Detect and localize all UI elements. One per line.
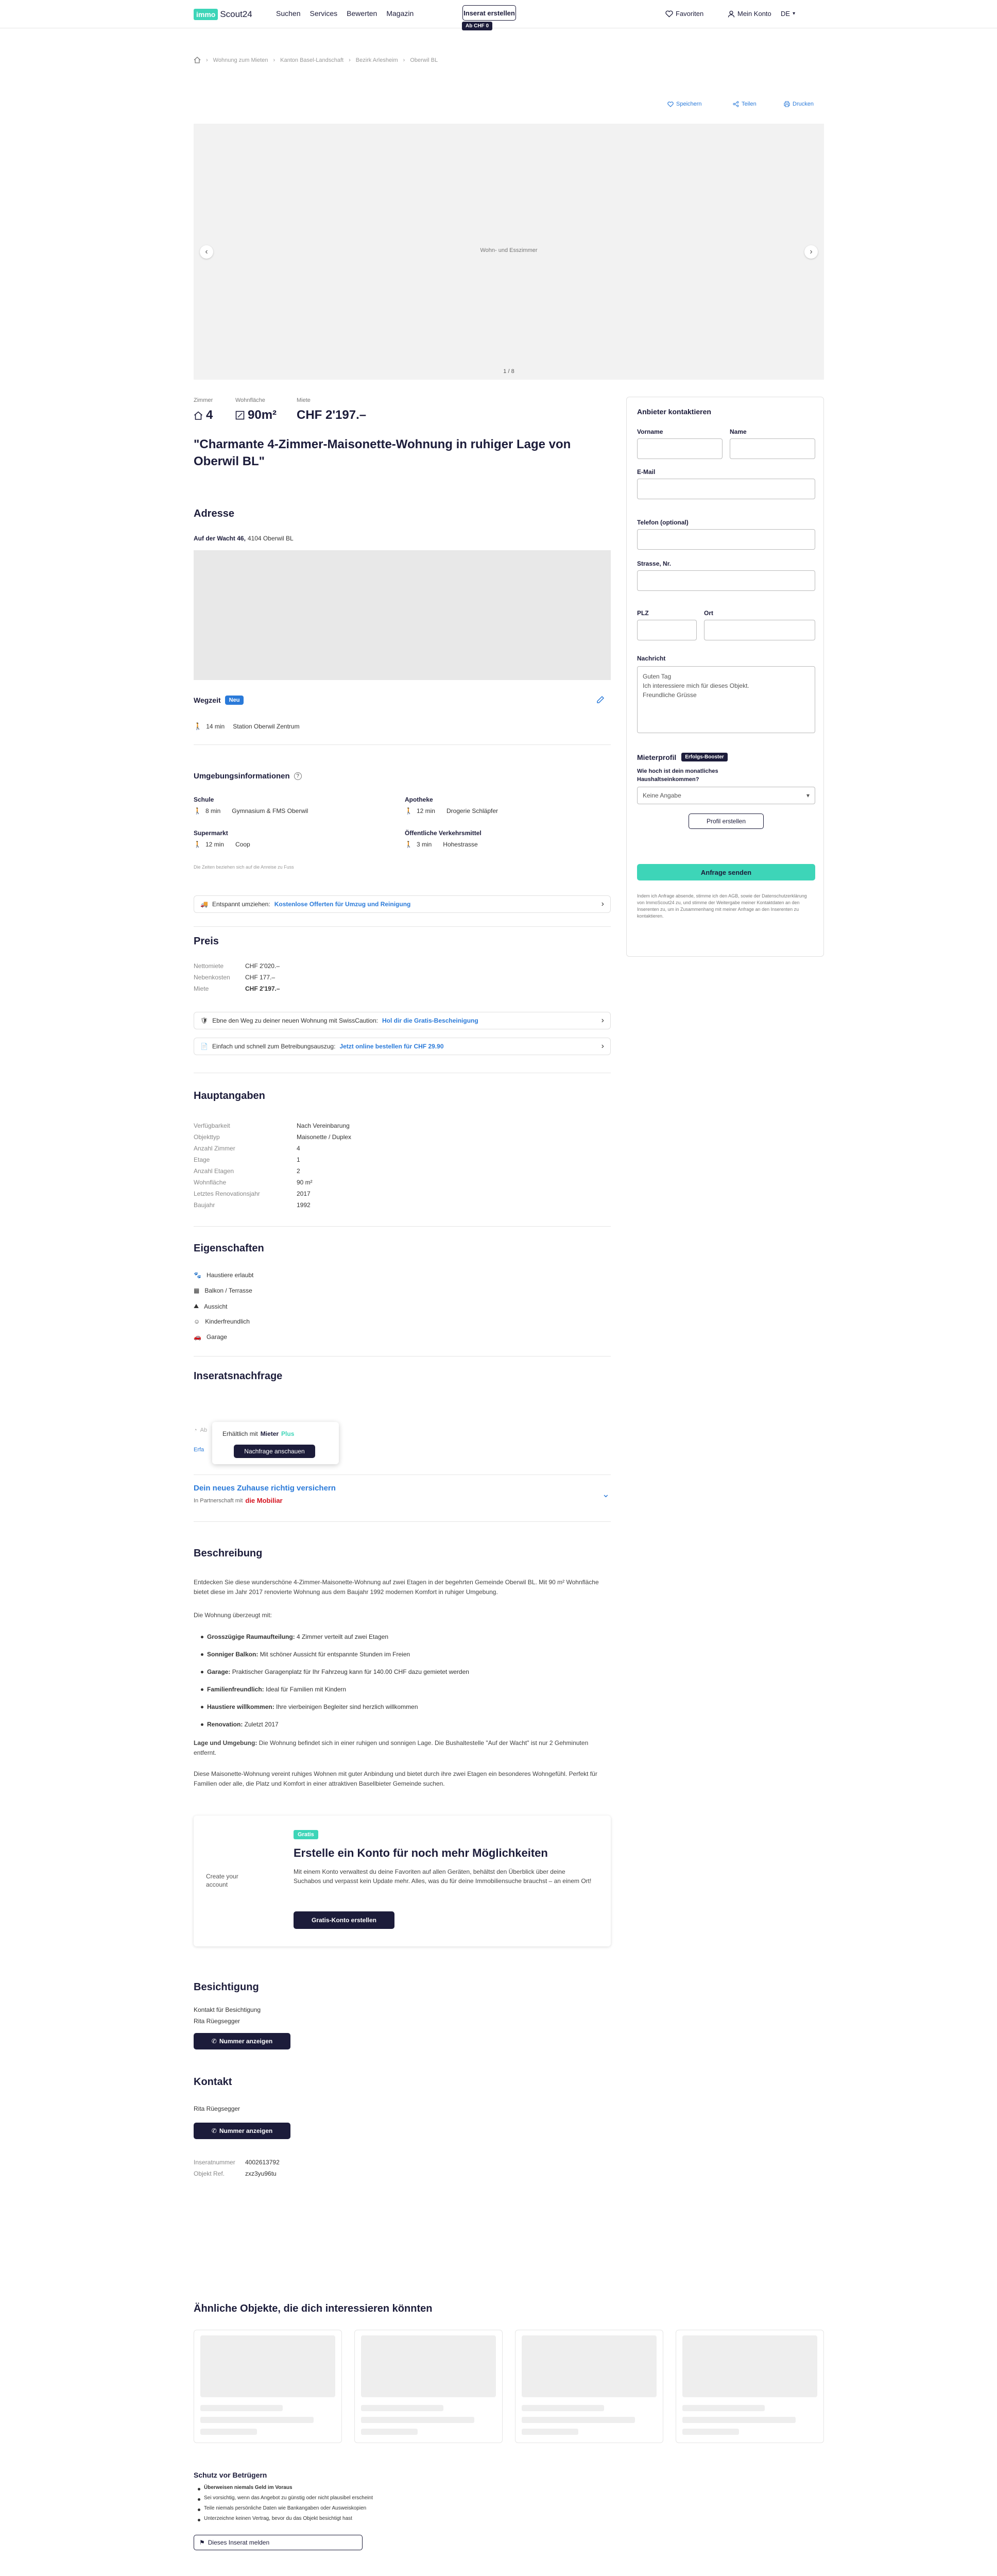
detail-key: Baujahr — [194, 1201, 215, 1209]
skeleton-line — [522, 2417, 635, 2423]
surroundings-note: Die Zeiten beziehen sich auf die Anreise zu Fuss — [194, 865, 294, 870]
bullet-text: Ideal für Familien mit Kindern — [264, 1686, 347, 1693]
divider — [194, 1521, 611, 1522]
save-button[interactable] — [667, 101, 702, 107]
document-icon: 📄 — [200, 1043, 208, 1050]
account-promo-card — [194, 1816, 611, 1946]
poi-supermarket — [194, 829, 400, 848]
bullet-text: 4 Zimmer verteilt auf zwei Etagen — [295, 1633, 389, 1640]
bullet-bold: Garage: — [207, 1668, 231, 1675]
walk-icon: 🚶 — [194, 722, 202, 730]
detail-value: 2017 — [297, 1190, 311, 1197]
info-icon[interactable]: ? — [294, 772, 302, 780]
location-text: Die Wohnung befindet sich in einer ruhigen und sonnigen Lage. Die Bushaltestelle "Auf der Wacht" ist nur 2 Gehminuten entfernt. — [194, 1739, 589, 1756]
description-bullet — [207, 1632, 604, 1641]
mobiliar-logo: die Mobiliar — [245, 1497, 283, 1504]
fraud-tip: Teile niemals persönliche Daten wie Bankangaben oder Ausweiskopien — [204, 2505, 600, 2512]
bullet-bold: Renovation: — [207, 1721, 243, 1728]
favorites-link[interactable] — [665, 10, 703, 18]
share-button[interactable] — [733, 101, 757, 107]
language-switch[interactable] — [781, 10, 795, 18]
address-heading: Adresse — [194, 508, 234, 519]
show-number-label: Nummer anzeigen — [219, 2127, 273, 2134]
rooms-fact — [194, 408, 213, 422]
rent-value: CHF 2'197.– — [297, 408, 367, 422]
feature-item — [194, 1302, 227, 1310]
poi-name: Gymnasium & FMS Oberwil — [232, 807, 308, 815]
nav-services[interactable]: Services — [310, 9, 338, 18]
poi-name: Drogerie Schläpfer — [446, 807, 498, 815]
description-bullet — [207, 1702, 604, 1711]
logo-text: Scout24 — [220, 9, 252, 19]
logo-box: immo — [194, 9, 218, 20]
detail-key: Letztes Renovationsjahr — [194, 1190, 260, 1197]
breadcrumb-separator-icon: › — [273, 57, 276, 63]
contact-name: Rita Rüegsegger — [194, 2105, 240, 2112]
phone-field[interactable] — [637, 529, 815, 550]
skeleton-line — [682, 2417, 796, 2423]
child-icon: ☺ — [194, 1318, 200, 1325]
report-label: Dieses Inserat melden — [208, 2539, 270, 2546]
poi-time: 3 min — [416, 841, 432, 848]
gallery-counter: 1 / 8 — [503, 368, 514, 375]
income-select[interactable] — [637, 787, 815, 804]
tooltip-brand: Mieter — [260, 1430, 279, 1437]
phone-icon: ✆ — [211, 2127, 217, 2134]
email-label: E-Mail — [637, 468, 656, 476]
feature-label: Haustiere erlaubt — [206, 1272, 254, 1279]
truck-icon: 🚚 — [200, 901, 208, 908]
detail-value: 90 m² — [297, 1179, 313, 1186]
bullet-text: Ihre vierbeinigen Begleiter sind herzlich willkommen — [274, 1703, 418, 1710]
create-listing-badge: Ab CHF 0 — [462, 22, 492, 30]
debt-extract-promo[interactable] — [194, 1038, 611, 1055]
nav-magazine[interactable]: Magazin — [386, 9, 414, 18]
skeleton-line — [682, 2405, 765, 2411]
send-inquiry-button[interactable]: Anfrage senden — [637, 864, 815, 880]
breadcrumb-separator-icon: › — [403, 57, 405, 63]
site-header — [0, 0, 997, 28]
detail-key: Verfügbarkeit — [194, 1122, 230, 1129]
commute-station: Station Oberwil Zentrum — [233, 723, 300, 730]
commute-result — [194, 722, 300, 731]
edit-icon[interactable] — [596, 696, 605, 704]
tenant-profile-header — [637, 753, 728, 761]
skeleton-line — [200, 2417, 314, 2423]
promo-text: Einfach und schnell zum Betreibungsauszug: — [212, 1043, 336, 1050]
poi-school — [194, 796, 400, 815]
heart-icon — [667, 101, 674, 107]
detail-key: Etage — [194, 1156, 210, 1163]
area-value: 90m² — [248, 408, 277, 422]
last-name-field[interactable] — [730, 438, 815, 459]
skeleton-line — [200, 2429, 257, 2435]
bullet-text: Zuletzt 2017 — [243, 1721, 279, 1728]
feature-label: Aussicht — [204, 1302, 228, 1310]
first-name-label: Vorname — [637, 428, 663, 435]
bullet-bold: Familienfreundlich: — [207, 1686, 264, 1693]
gallery-next-button[interactable] — [804, 245, 818, 259]
poi-label: Schule — [194, 796, 214, 803]
printer-icon — [784, 101, 790, 107]
skeleton-line — [522, 2429, 578, 2435]
balcony-icon: ▦ — [194, 1287, 200, 1294]
success-booster-badge: Erfolgs-Booster — [681, 753, 728, 761]
similar-heading: Ähnliche Objekte, die dich interessieren könnten — [194, 2303, 433, 2314]
print-label: Drucken — [793, 101, 814, 107]
print-button[interactable] — [784, 101, 814, 107]
price-key: Nebenkosten — [194, 974, 230, 981]
feature-label: Balkon / Terrasse — [204, 1287, 252, 1294]
description-bullet — [207, 1667, 604, 1676]
poi-time: 8 min — [205, 807, 221, 815]
detail-row — [194, 1122, 611, 1129]
detail-value: 1 — [297, 1156, 300, 1163]
description-offers: Die Wohnung überzeugt mit: — [194, 1612, 272, 1619]
phone-icon: ✆ — [211, 2038, 217, 2045]
price-row — [194, 985, 611, 992]
surroundings-heading — [194, 772, 302, 781]
chevron-right-icon: › — [601, 1042, 604, 1050]
fraud-tip: Sei vorsichtig, wenn das Angebot zu günstig oder nicht plausibel erscheint — [204, 2495, 600, 2502]
account-link[interactable] — [728, 10, 771, 18]
message-label: Nachricht — [637, 655, 666, 662]
image-gallery[interactable] — [194, 124, 824, 380]
listing-id-label: Inseratnummer — [194, 2159, 235, 2166]
breadcrumb-separator-icon: › — [206, 57, 208, 63]
feature-item — [194, 1272, 253, 1279]
favorites-label: Favoriten — [676, 10, 704, 18]
bullet-bold: Grosszügige Raumaufteilung: — [207, 1633, 295, 1640]
detail-key: Objekttyp — [194, 1133, 220, 1141]
report-listing-button[interactable] — [194, 2535, 363, 2550]
price-key: Nettomiete — [194, 962, 224, 970]
rent-label: Miete — [297, 397, 311, 403]
divider — [194, 744, 611, 745]
gallery-caption: Wohn- und Esszimmer — [480, 247, 538, 253]
bullet-text: Praktischer Garagenplatz für Ihr Fahrzeug kann für 140.00 CHF dazu gemietet werden — [230, 1668, 469, 1675]
detail-key: Wohnfläche — [194, 1179, 227, 1186]
phone-label: Telefon (optional) — [637, 519, 689, 526]
nav-search[interactable]: Suchen — [276, 9, 301, 18]
walk-icon: 🚶 — [194, 807, 201, 815]
city-label: Ort — [704, 609, 713, 617]
detail-row — [194, 1201, 611, 1209]
chevron-right-icon: › — [810, 247, 813, 256]
commute-label: Wegzeit — [194, 696, 221, 704]
detail-value: Nach Vereinbarung — [297, 1122, 350, 1129]
area-icon — [235, 411, 245, 420]
main-nav — [276, 9, 414, 18]
surroundings-title: Umgebungsinformationen — [194, 772, 290, 781]
viewing-label: Kontakt für Besichtigung — [194, 2006, 261, 2013]
detail-value: Maisonette / Duplex — [297, 1133, 352, 1141]
description-bullet — [207, 1720, 604, 1729]
show-number-button[interactable] — [194, 2123, 290, 2139]
heart-icon — [665, 10, 673, 18]
chevron-right-icon: › — [601, 1016, 604, 1025]
skeleton-line — [522, 2405, 604, 2411]
address-line — [194, 535, 294, 542]
skeleton-line — [361, 2429, 418, 2435]
description-intro: Entdecken Sie diese wunderschöne 4-Zimmer-Maisonette-Wohnung auf zwei Etagen in der begehrten Gemeinde Oberwil BL. Mit 90 m² Wohnfläche bietet diese im Jahr 2017 renovierte Wohnung aus dem Baujahr 1992 modernen Komfort in ruhiger Umgebung. — [194, 1579, 599, 1596]
view-demand-button[interactable]: Nachfrage anschauen — [234, 1445, 315, 1458]
divider — [194, 1226, 611, 1227]
gallery-prev-button[interactable] — [200, 245, 213, 259]
breadcrumb-separator-icon: › — [349, 57, 351, 63]
promo-text: Entspannt umziehen: — [212, 901, 270, 908]
poi-pharmacy — [405, 796, 611, 815]
area-label: Wohnfläche — [235, 397, 265, 403]
price-row — [194, 962, 611, 970]
walk-icon: 🚶 — [194, 841, 201, 848]
chevron-down-icon: ▾ — [793, 11, 796, 16]
shield-icon: 🛡 — [200, 1017, 209, 1024]
detail-value: 1992 — [297, 1201, 311, 1209]
email-field[interactable] — [637, 479, 815, 499]
walk-time: 14 min — [206, 723, 225, 730]
rooms-value: 4 — [206, 408, 213, 422]
promo-text: Ebne den Weg zu deiner neuen Wohnung mit SwissCaution: — [212, 1017, 378, 1024]
walk-icon: 🚶 — [405, 807, 412, 815]
skeleton-line — [200, 2405, 283, 2411]
similar-card-skeleton[interactable] — [194, 2330, 342, 2443]
demand-more-link[interactable]: Erfa — [194, 1447, 204, 1453]
income-value: Keine Angabe — [643, 792, 681, 799]
poi-name: Hohestrasse — [443, 841, 478, 848]
chevron-right-icon: › — [601, 900, 604, 908]
share-label: Teilen — [742, 101, 757, 107]
tooltip-text: Erhältlich mit — [222, 1430, 258, 1437]
similar-card-skeleton[interactable] — [676, 2330, 824, 2443]
details-heading: Hauptangaben — [194, 1090, 265, 1101]
last-name-label: Name — [730, 428, 747, 435]
viewing-heading: Besichtigung — [194, 1981, 259, 1993]
listing-title: "Charmante 4-Zimmer-Maisonette-Wohnung in ruhiger Lage von Oberwil BL" — [194, 437, 571, 468]
price-row — [194, 974, 611, 981]
object-ref-value: zxz3yu96tu — [245, 2170, 277, 2177]
logo[interactable] — [194, 9, 252, 20]
poi-name: Coop — [235, 841, 250, 848]
feature-item — [194, 1287, 252, 1294]
skeleton-image — [682, 2335, 817, 2397]
promo-link: Jetzt online bestellen für CHF 29.90 — [339, 1043, 444, 1050]
description-bullet — [207, 1650, 604, 1659]
breadcrumb-item[interactable]: Wohnung zum Mieten — [213, 57, 268, 63]
bullet-bold: Haustiere willkommen: — [207, 1703, 274, 1710]
detail-row — [194, 1179, 611, 1186]
legal-notice: Indem ich Anfrage absende, stimme ich den AGB, sowie der Datenschutzerklärung von ImmoScout24 zu, und stimme der Weitergabe meiner Kontaktdaten an den Inserenten zu, um in Zusammenhang mit meiner Anfrage an den Inserenten zu kontaktieren. — [637, 893, 807, 919]
promo-link: Kostenlose Offerten für Umzug und Reinigung — [274, 901, 411, 908]
chart-icon: ◔ — [194, 1427, 197, 1433]
user-icon — [728, 10, 735, 18]
feature-label: Garage — [206, 1333, 227, 1341]
detail-key: Anzahl Zimmer — [194, 1145, 235, 1152]
language-label: DE — [781, 10, 790, 18]
skeleton-image — [361, 2335, 496, 2397]
account-label: Mein Konto — [737, 10, 771, 18]
address-street: Auf der Wacht 46, — [194, 535, 246, 542]
show-number-label: Nummer anzeigen — [219, 2038, 273, 2045]
show-number-button[interactable] — [194, 2033, 290, 2049]
divider — [194, 926, 611, 927]
create-listing-button[interactable]: Inserat erstellen — [462, 5, 516, 21]
first-name-field[interactable] — [637, 438, 723, 459]
address-city: 4104 Oberwil BL — [247, 535, 294, 542]
skeleton-line — [361, 2405, 443, 2411]
demand-blurred — [194, 1427, 207, 1433]
price-value: CHF 2'197.– — [245, 985, 280, 992]
object-ref-row — [194, 2170, 611, 2177]
feature-item — [194, 1318, 250, 1325]
home-icon[interactable] — [194, 57, 201, 63]
create-account-button[interactable]: Gratis-Konto erstellen — [294, 1911, 394, 1929]
view-icon: ⛰ — [194, 1302, 199, 1310]
demand-heading: Inseratsnachfrage — [194, 1370, 283, 1382]
detail-key: Anzahl Etagen — [194, 1167, 234, 1175]
house-icon — [194, 411, 203, 420]
map[interactable] — [194, 550, 611, 680]
price-value: CHF 177.– — [245, 974, 276, 981]
breadcrumb-current: Oberwil BL — [410, 57, 438, 63]
divider — [194, 1356, 611, 1357]
fraud-tip: Unterzeichne keinen Vertrag, bevor du das Objekt besichtigt hast — [204, 2515, 600, 2522]
poi-label: Apotheke — [405, 796, 433, 803]
poi-label: Supermarkt — [194, 829, 228, 837]
object-ref-label: Objekt Ref. — [194, 2170, 225, 2177]
chevron-down-icon: ▾ — [806, 792, 810, 799]
similar-card-skeleton[interactable] — [354, 2330, 503, 2443]
breadcrumb — [194, 57, 438, 63]
contact-form-title: Anbieter kontaktieren — [637, 408, 711, 416]
price-value: CHF 2'020.– — [245, 962, 280, 970]
viewing-name: Rita Rüegsegger — [194, 2018, 240, 2025]
price-heading: Preis — [194, 936, 219, 947]
zip-field[interactable] — [637, 620, 697, 640]
flag-icon: ⚑ — [199, 2539, 205, 2546]
feature-label: Kinderfreundlich — [205, 1318, 250, 1325]
zip-label: PLZ — [637, 609, 649, 617]
street-field[interactable] — [637, 570, 815, 591]
promo-link: Hol dir die Gratis-Bescheinigung — [382, 1017, 478, 1024]
poi-label: Öffentliche Verkehrsmittel — [405, 829, 482, 837]
poi-time: 12 min — [416, 807, 435, 815]
poi-time: 12 min — [205, 841, 224, 848]
contact-form — [626, 397, 824, 957]
demand-hidden-text: Ab — [200, 1427, 208, 1433]
breadcrumb-item[interactable]: Kanton Basel-Landschaft — [280, 57, 344, 63]
similar-card-skeleton[interactable] — [515, 2330, 663, 2443]
skeleton-image — [200, 2335, 335, 2397]
listing-id-row — [194, 2159, 611, 2166]
chevron-left-icon: ‹ — [205, 247, 208, 256]
feature-item — [194, 1333, 227, 1341]
tenant-profile-label: Mieterprofil — [637, 753, 677, 761]
insurance-accordion[interactable] — [194, 1484, 611, 1513]
create-profile-button[interactable]: Profil erstellen — [689, 814, 764, 829]
garage-icon: 🚗 — [194, 1333, 201, 1341]
detail-row — [194, 1167, 611, 1175]
detail-row — [194, 1145, 611, 1152]
rooms-label: Zimmer — [194, 397, 213, 403]
save-label: Speichern — [676, 101, 702, 107]
detail-row — [194, 1156, 611, 1163]
account-promo-side: Create your account — [206, 1873, 238, 1888]
demand-tooltip — [212, 1422, 339, 1464]
skeleton-image — [522, 2335, 657, 2397]
new-badge: Neu — [225, 696, 244, 705]
swisscaution-promo[interactable] — [194, 1012, 611, 1029]
account-promo-title: Erstelle ein Konto für noch mehr Möglichkeiten — [294, 1846, 548, 1859]
walk-icon: 🚶 — [405, 841, 412, 848]
location-bold: Lage und Umgebung: — [194, 1739, 257, 1747]
insurance-title: Dein neues Zuhause richtig versichern — [194, 1484, 336, 1493]
detail-value: 4 — [297, 1145, 300, 1152]
detail-row — [194, 1133, 611, 1141]
listing-id-value: 4002613792 — [245, 2159, 280, 2166]
share-icon — [733, 101, 739, 107]
bullet-text: Mit schöner Aussicht für entspannte Stunden im Freien — [258, 1651, 410, 1658]
tooltip-plus: Plus — [281, 1430, 295, 1437]
skeleton-line — [682, 2429, 739, 2435]
poi-transit — [405, 829, 611, 848]
detail-value: 2 — [297, 1167, 300, 1175]
city-field[interactable] — [704, 620, 815, 640]
moving-promo[interactable] — [194, 895, 611, 913]
account-promo-text: Mit einem Konto verwaltest du deine Favoriten auf allen Geräten, behältst den Überblick über deine Suchabos und verpasst kein Update mehr. Alles, was du für deine Immobiliensuche brauchst – an einem Ort! — [294, 1868, 592, 1885]
detail-row — [194, 1190, 611, 1197]
free-badge: Gratis — [294, 1830, 318, 1839]
description-heading: Beschreibung — [194, 1548, 263, 1559]
message-field[interactable]: Guten Tag Ich interessiere mich für dieses Objekt. Freundliche Grüsse — [637, 666, 815, 733]
area-fact — [235, 408, 277, 422]
description-location — [194, 1738, 611, 1758]
contact-heading: Kontakt — [194, 2076, 232, 2088]
insurance-sub: In Partnerschaft mit — [194, 1497, 243, 1504]
fraud-tip: Überweisen niemals Geld im Voraus — [204, 2484, 600, 2492]
nav-evaluate[interactable]: Bewerten — [347, 9, 377, 18]
commute — [194, 696, 244, 705]
description-outro: Diese Maisonette-Wohnung vereint ruhiges Wohnen mit guter Anbindung und bietet durch ihre zwei Etagen ein besonderes Wohngefühl. Perfekt für Familien oder alle, die Platz und Komfort in einer attraktiven Basellbieter Gemeinde suchen. — [194, 1770, 597, 1787]
description-bullet — [207, 1685, 604, 1694]
chevron-down-icon: ⌄ — [601, 1489, 610, 1499]
street-label: Strasse, Nr. — [637, 560, 672, 567]
price-key: Miete — [194, 985, 209, 992]
fraud-heading: Schutz vor Betrügern — [194, 2471, 267, 2479]
paw-icon: 🐾 — [194, 1272, 201, 1279]
bullet-bold: Sonniger Balkon: — [207, 1651, 259, 1658]
features-heading: Eigenschaften — [194, 1243, 264, 1254]
income-label: Wie hoch ist dein monatliches Haushaltseinkommen? — [637, 768, 718, 783]
skeleton-line — [361, 2417, 474, 2423]
breadcrumb-item[interactable]: Bezirk Arlesheim — [355, 57, 398, 63]
